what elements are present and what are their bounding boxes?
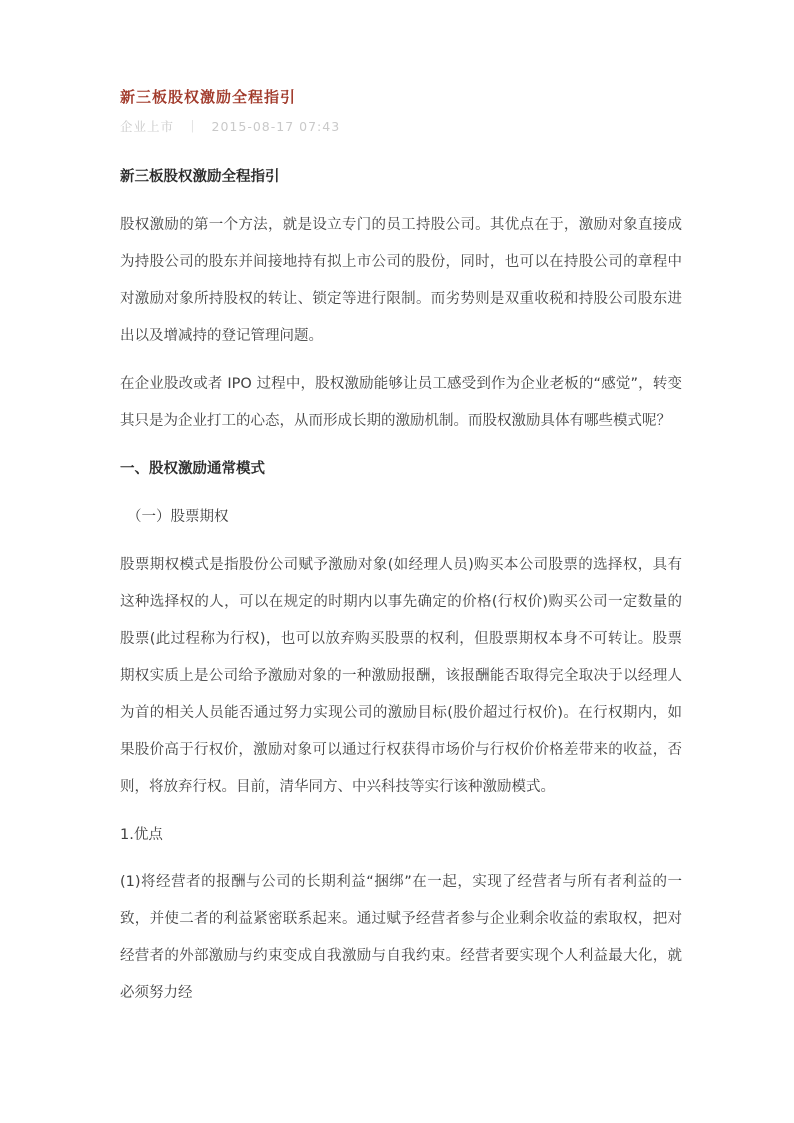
meta-source: 企业上市	[120, 119, 175, 134]
list-heading-advantages: 1.优点	[120, 826, 163, 843]
article-meta	[120, 117, 682, 135]
paragraph-ipo-incentive: 在企业股改或者 IPO 过程中，股权激励能够让员工感受到作为企业老板的“感觉”，转变其只是为企业打工的心态，从而形成长期的激励机制。而股权激励具体有哪些模式呢？	[120, 375, 682, 429]
article-title: 新三板股权激励全程指引	[120, 88, 297, 106]
section-heading-modes: 一、股权激励通常模式	[120, 460, 265, 477]
meta-separator: ｜	[186, 119, 200, 134]
paragraph-stock-option-definition: 股票期权模式是指股份公司赋予激励对象(如经理人员)购买本公司股票的选择权，具有这种选择权的人，可以在规定的时期内以事先确定的价格(行权价)购买公司一定数量的股票(此过程称为行权)，也可以放弃购买股票的权利，但股票期权本身不可转让。股票期权实质上是公司给予激励对象的一种激励报酬，该报酬能否取得完全取决于以经理人为首的相关人员能否通过努力实现公司的激励目标(股价超过行权价)。在行权期内，如果股价高于行权价，激励对象可以通过行权获得市场价与行权价价格差带来的收益，否则，将放弃行权。目前，清华同方、中兴科技等实行该种激励模式。	[120, 556, 682, 795]
paragraph-intro-holding-company: 股权激励的第一个方法，就是设立专门的员工持股公司。其优点在于，激励对象直接成为持股公司的股东并间接地持有拟上市公司的股份，同时，也可以在持股公司的章程中对激励对象所持股权的转让、锁定等进行限制。而劣势则是双重收税和持股公司股东进出以及增减持的登记管理问题。	[120, 216, 682, 344]
paragraph-advantage-1: (1)将经营者的报酬与公司的长期利益“捆绑”在一起，实现了经营者与所有者利益的一致，并使二者的利益紧密联系起来。通过赋予经营者参与企业剩余收益的索取权，把对经营者的外部激励与约束变成自我激励与自我约束。经营者要实现个人利益最大化，就必须努力经	[120, 874, 682, 1002]
article-header	[120, 86, 682, 135]
subsection-heading-stock-option: （一）股票期权	[127, 508, 229, 525]
meta-datetime: 2015-08-17 07:43	[211, 119, 341, 134]
body-heading: 新三板股权激励全程指引	[120, 169, 280, 185]
article-body	[120, 159, 682, 1012]
